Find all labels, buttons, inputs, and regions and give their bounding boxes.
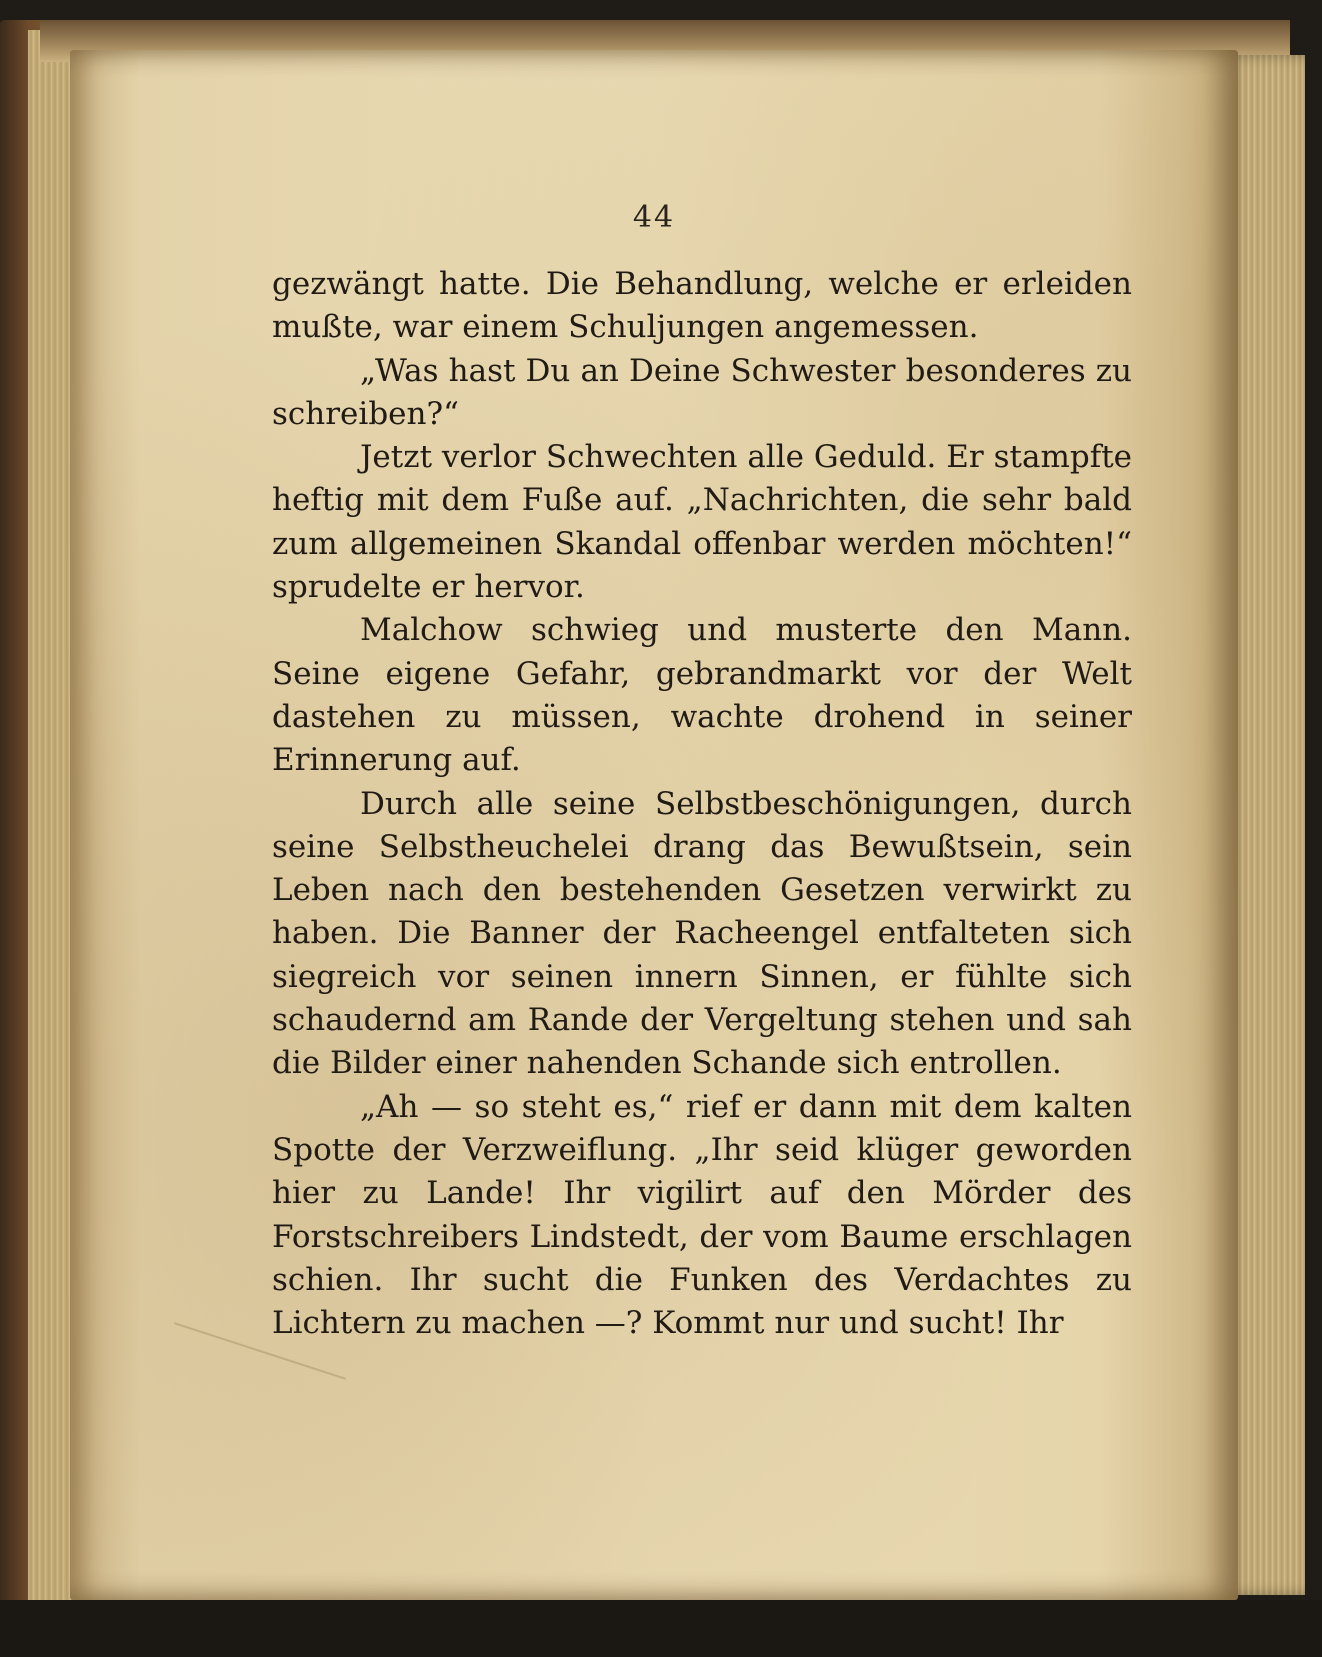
- page-number: 44: [632, 200, 676, 235]
- paragraph: Jetzt verlor Schwechten alle Geduld. Er stampfte heftig mit dem Fuße auf. „Nachrichten, die sehr bald zum allgemeinen Skandal offenbar werden möchten!“ sprudelte er hervor.: [272, 439, 1132, 606]
- paragraph: Malchow schwieg und musterte den Mann. Seine eigene Gefahr, gebrandmarkt vor der Welt dastehen zu müssen, wachte drohend in seiner Erinnerung auf.: [272, 612, 1132, 779]
- paragraph: gezwängt hatte. Die Behandlung, welche er erleiden mußte, war einem Schuljungen angemessen.: [272, 266, 1132, 346]
- paragraph: „Ah — so steht es,“ rief er dann mit dem kalten Spotte der Verzweiflung. „Ihr seid klüger geworden hier zu Lande! Ihr vigilirt auf den Mörder des Forstschreibers Lindstedt, der vom Baume erschlagen schien. Ihr sucht die Funken des Verdachtes zu Lichtern zu machen —? Kommt nur und sucht! Ihr: [272, 1088, 1132, 1342]
- scan-bottom-edge: [0, 1600, 1322, 1657]
- page-text: [272, 263, 1132, 1345]
- paragraph: Durch alle seine Selbstbeschönigungen, durch seine Selbstheuchelei drang das Bewußtsein, sein Leben nach den bestehenden Gesetzen verwirkt zu haben. Die Banner der Racheengel entfalteten sich siegreich vor seinen innern Sinnen, er fühlte sich schaudernd am Rande der Vergeltung stehen und sah die Bilder einer nahenden Schande sich entrollen.: [272, 785, 1132, 1082]
- paragraph: „Was hast Du an Deine Schwester besonderes zu schreiben?“: [272, 352, 1132, 432]
- book-page: [70, 50, 1238, 1600]
